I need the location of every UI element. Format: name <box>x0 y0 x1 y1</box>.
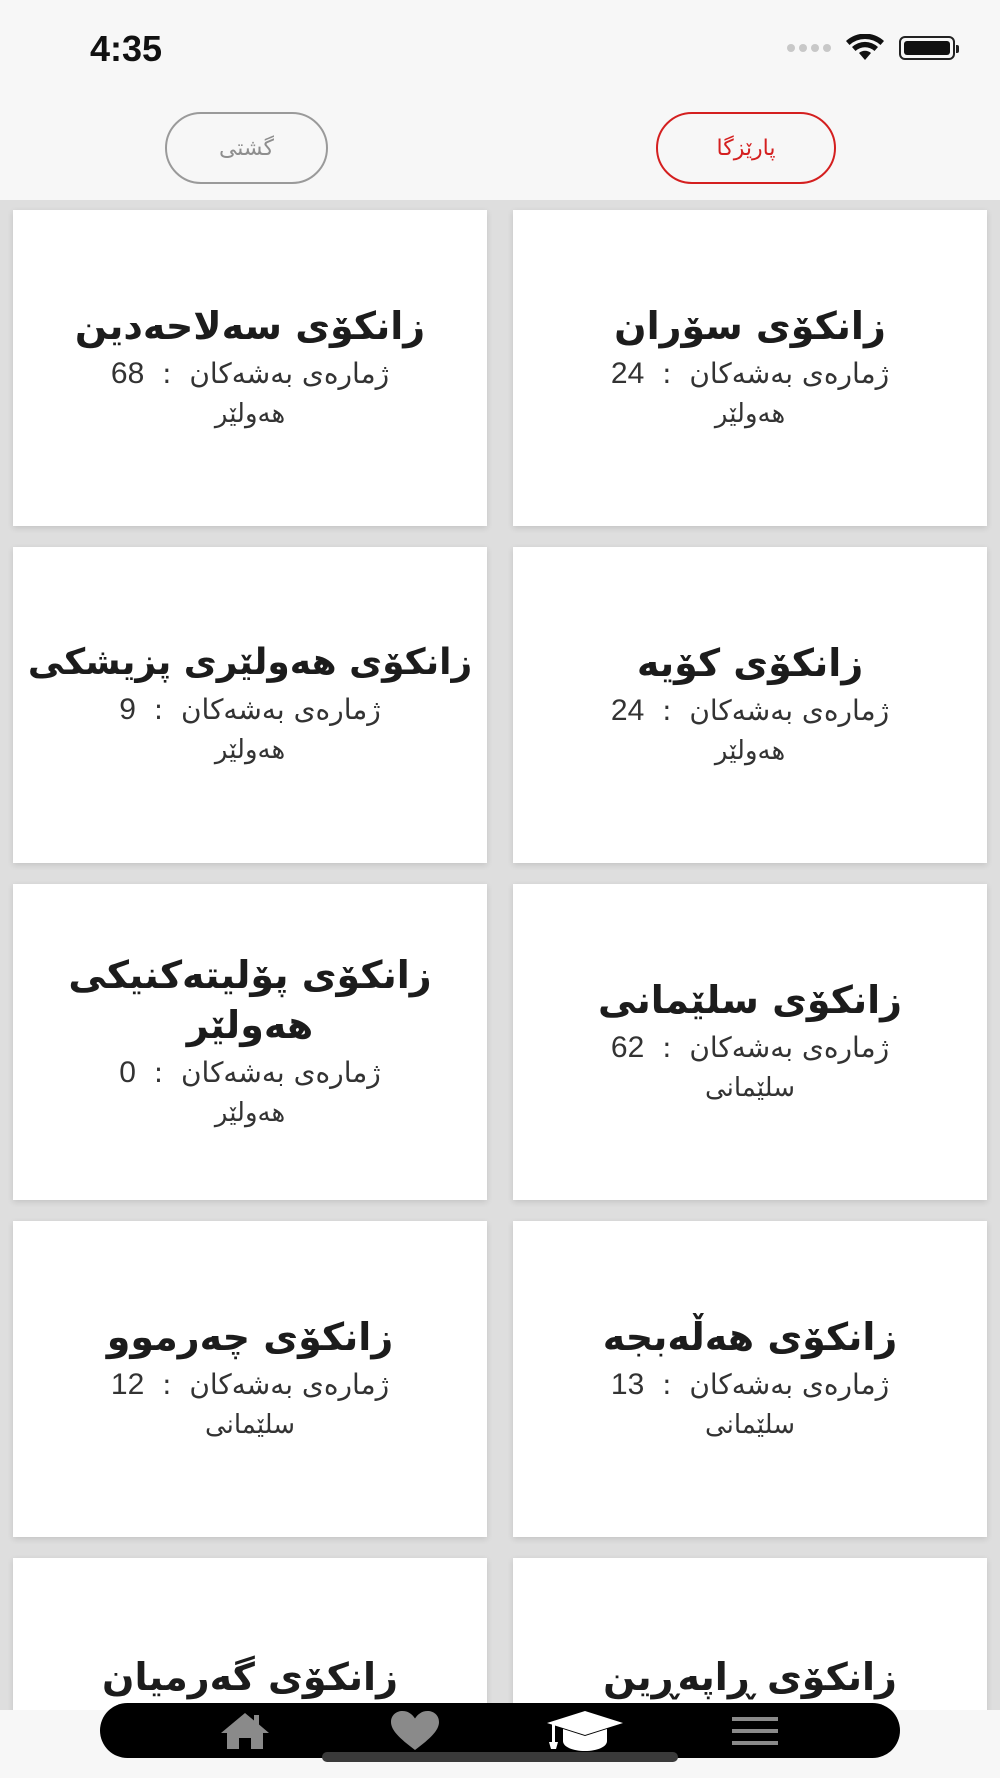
card-city: سلێمانی <box>704 1410 796 1441</box>
university-card[interactable] <box>13 884 487 1200</box>
card-title: زانکۆی چەرموو <box>106 1314 394 1359</box>
university-card[interactable] <box>513 1221 987 1537</box>
card-count: ژمارەی بەشەکان : 12 <box>110 1368 390 1402</box>
university-card[interactable] <box>513 1558 987 1710</box>
tab-bar <box>100 1703 900 1758</box>
wifi-icon <box>845 34 885 62</box>
menu-icon <box>730 1714 780 1748</box>
graduation-cap-icon <box>545 1709 625 1753</box>
card-title: زانکۆی هەولێری پزیشکی <box>27 642 473 684</box>
card-title: زانکۆی گەرمیان <box>102 1655 398 1699</box>
card-title: زانکۆی کۆیە <box>636 640 864 685</box>
card-count: ژمارەی بەشەکان : 0 <box>119 1055 381 1089</box>
university-card[interactable] <box>13 547 487 863</box>
card-city: هەولێر <box>214 734 286 765</box>
tab-favorites[interactable] <box>375 1703 455 1758</box>
status-icons <box>787 34 955 62</box>
university-card[interactable] <box>513 210 987 526</box>
card-count: ژمارەی بەشەکان : 24 <box>610 694 890 728</box>
card-count: ژمارەی بەشەکان : 24 <box>610 357 890 391</box>
home-indicator <box>322 1752 678 1762</box>
status-bar <box>0 0 1000 100</box>
card-city: هەولێر <box>714 736 786 767</box>
segment-province-label: پارێزگا <box>716 135 776 161</box>
segment-general-button[interactable] <box>165 112 328 184</box>
segment-general-label: گشتی <box>218 135 275 161</box>
cellular-signal-icon <box>787 44 831 52</box>
card-city: هەولێر <box>214 399 286 430</box>
card-count: ژمارەی بەشەکان : 68 <box>110 357 390 391</box>
card-title: زانکۆی سەلاحەدین <box>74 303 426 348</box>
card-city: هەولێر <box>214 1097 286 1128</box>
university-card[interactable] <box>13 1221 487 1537</box>
card-title: زانکۆی سۆران <box>614 303 886 348</box>
card-title: زانکۆی پۆلیتەکنیکی هەولێر <box>68 953 432 1047</box>
card-city: سلێمانی <box>704 1073 796 1104</box>
university-card[interactable] <box>13 1558 487 1710</box>
card-city: سلێمانی <box>204 1410 296 1441</box>
university-grid <box>0 200 1000 1710</box>
university-card[interactable] <box>513 884 987 1200</box>
tab-home[interactable] <box>205 1703 285 1758</box>
card-count: ژمارەی بەشەکان : 62 <box>610 1031 890 1065</box>
university-card[interactable] <box>13 210 487 526</box>
card-title: زانکۆی هەڵەبجە <box>602 1314 898 1359</box>
battery-icon <box>899 36 955 60</box>
tab-menu[interactable] <box>715 1703 795 1758</box>
university-card[interactable] <box>513 547 987 863</box>
card-title: زانکۆی سلێمانی <box>598 977 902 1022</box>
heart-icon <box>389 1710 441 1752</box>
tab-universities[interactable] <box>545 1703 625 1758</box>
card-city: هەولێر <box>714 399 786 430</box>
segment-province-button[interactable] <box>656 112 836 184</box>
home-icon <box>219 1711 271 1751</box>
card-count: ژمارەی بەشەکان : 9 <box>119 692 381 726</box>
status-time: 4:35 <box>90 28 163 69</box>
card-count: ژمارەی بەشەکان : 13 <box>610 1368 890 1402</box>
card-title: زانکۆی ڕاپەڕین <box>603 1655 897 1699</box>
